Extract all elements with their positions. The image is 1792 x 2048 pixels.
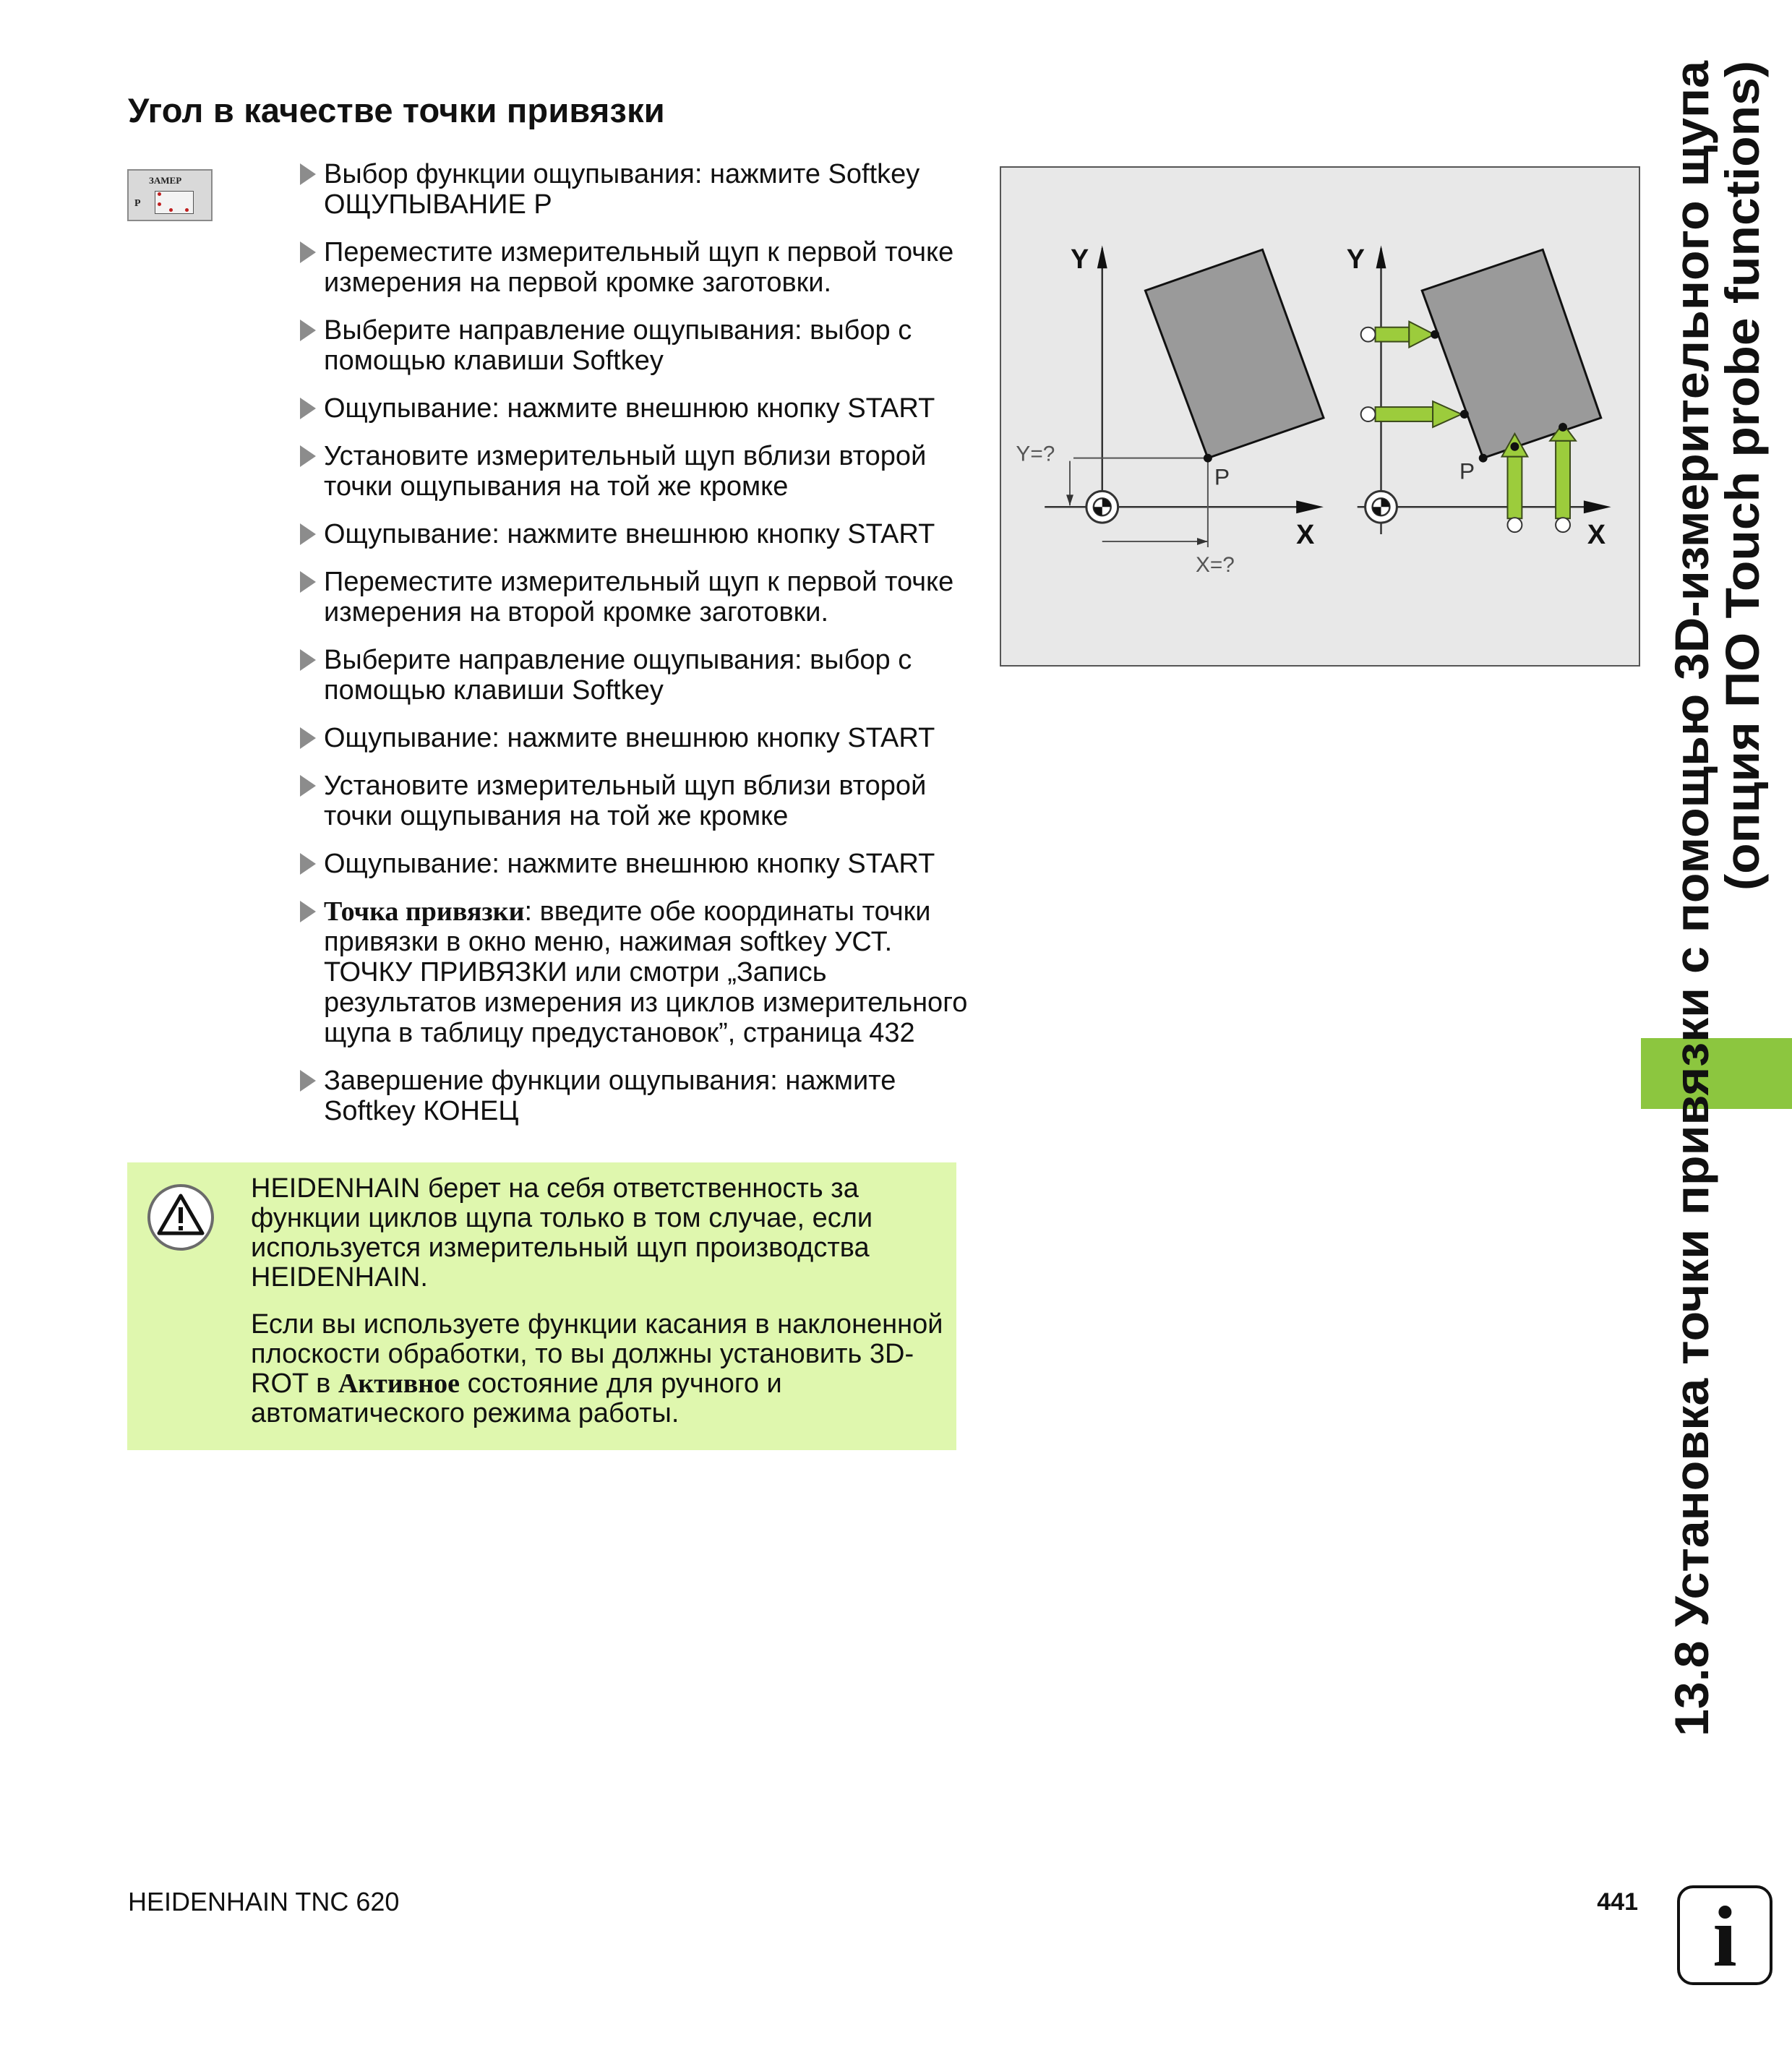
step-item: Выберите направление ощупывания: выбор с помощью клавиши Softkey xyxy=(298,645,974,706)
chapter-title-line1: 13.8 Установка точки привязки с помощью 3D-измерительного щупа xyxy=(1665,112,1718,1736)
step-arrow-icon xyxy=(300,649,316,671)
step-arrow-icon xyxy=(300,320,316,341)
x-query-label: X=? xyxy=(1196,552,1235,577)
step-label: Точка привязки xyxy=(324,896,525,927)
softkey-top-text: ЗАМЕР xyxy=(149,175,182,186)
step-arrow-icon xyxy=(300,571,316,593)
step-item: Установите измерительный щуп вблизи второй точки ощупывания на той же кромке xyxy=(298,441,974,502)
step-arrow-icon xyxy=(300,901,316,922)
softkey-side-text: P xyxy=(134,198,141,209)
left-point-label: P xyxy=(1214,463,1230,490)
left-x-axis-label: X xyxy=(1296,519,1315,550)
step-item: Завершение функции ощупывания: нажмите Softkey КОНЕЦ xyxy=(298,1066,974,1126)
step-item: Ощупывание: нажмите внешнюю кнопку START xyxy=(298,393,974,424)
step-arrow-icon xyxy=(300,853,316,875)
step-arrow-icon xyxy=(300,727,316,749)
note-paragraph: Если вы используете функции касания в наклоненной плоскости обработки, то вы должны установить 3D- ROT в Активное состояние для ручного и автоматического режима работы. xyxy=(251,1309,943,1428)
step-item: Установите измерительный щуп вблизи второй точки ощупывания на той же кромке xyxy=(298,771,974,831)
step-arrow-icon xyxy=(300,1070,316,1092)
probing-diagram xyxy=(1000,166,1640,667)
step-list xyxy=(298,159,974,1144)
page-number: 441 xyxy=(1597,1888,1638,1916)
warning-icon xyxy=(145,1181,217,1254)
step-arrow-icon xyxy=(300,445,316,467)
note-body xyxy=(251,1174,945,1446)
chapter-title xyxy=(1650,59,1788,1751)
probe-softkey-icon xyxy=(127,169,213,221)
step-arrow-icon xyxy=(300,523,316,545)
chapter-title-line2: (опция ПО Touch probe functions) xyxy=(1715,103,1769,891)
y-query-label: Y=? xyxy=(1016,442,1055,466)
step-item: Выбор функции ощупывания: нажмите Softkey ОЩУПЫВАНИЕ P xyxy=(298,159,974,220)
step-arrow-icon xyxy=(300,775,316,797)
step-item: Переместите измерительный щуп к первой точке измерения на второй кромке заготовки. xyxy=(298,567,974,627)
section-title: Угол в качестве точки привязки xyxy=(128,91,665,129)
step-item: Точка привязки: введите обе координаты точки привязки в окно меню, нажимая softkey УСТ. ТОЧКУ ПРИВЯЗКИ или смотри „Запись результатов измерения из циклов измерительного щупа в таблицу предустановок”, страница 432 xyxy=(298,896,974,1048)
info-icon: i xyxy=(1677,1885,1772,1985)
step-item: Ощупывание: нажмите внешнюю кнопку START xyxy=(298,723,974,753)
step-arrow-icon xyxy=(300,398,316,419)
right-x-axis-label: X xyxy=(1587,519,1606,550)
right-y-axis-label: Y xyxy=(1346,244,1365,275)
step-item: Ощупывание: нажмите внешнюю кнопку START xyxy=(298,849,974,879)
step-arrow-icon xyxy=(300,163,316,185)
step-item: Выберите направление ощупывания: выбор с помощью клавиши Softkey xyxy=(298,315,974,376)
note-paragraph: HEIDENHAIN берет на себя ответственность за функции циклов щупа только в том случае, если используется измерительный щуп производства HEIDENHAIN. xyxy=(251,1173,873,1293)
step-item: Переместите измерительный щуп к первой точке измерения на первой кромке заготовки. xyxy=(298,237,974,298)
step-arrow-icon xyxy=(300,241,316,263)
footer-product-name: HEIDENHAIN TNC 620 xyxy=(128,1887,400,1916)
left-y-axis-label: Y xyxy=(1071,244,1089,275)
step-item: Ощупывание: нажмите внешнюю кнопку START xyxy=(298,519,974,549)
right-point-label: P xyxy=(1459,458,1475,484)
